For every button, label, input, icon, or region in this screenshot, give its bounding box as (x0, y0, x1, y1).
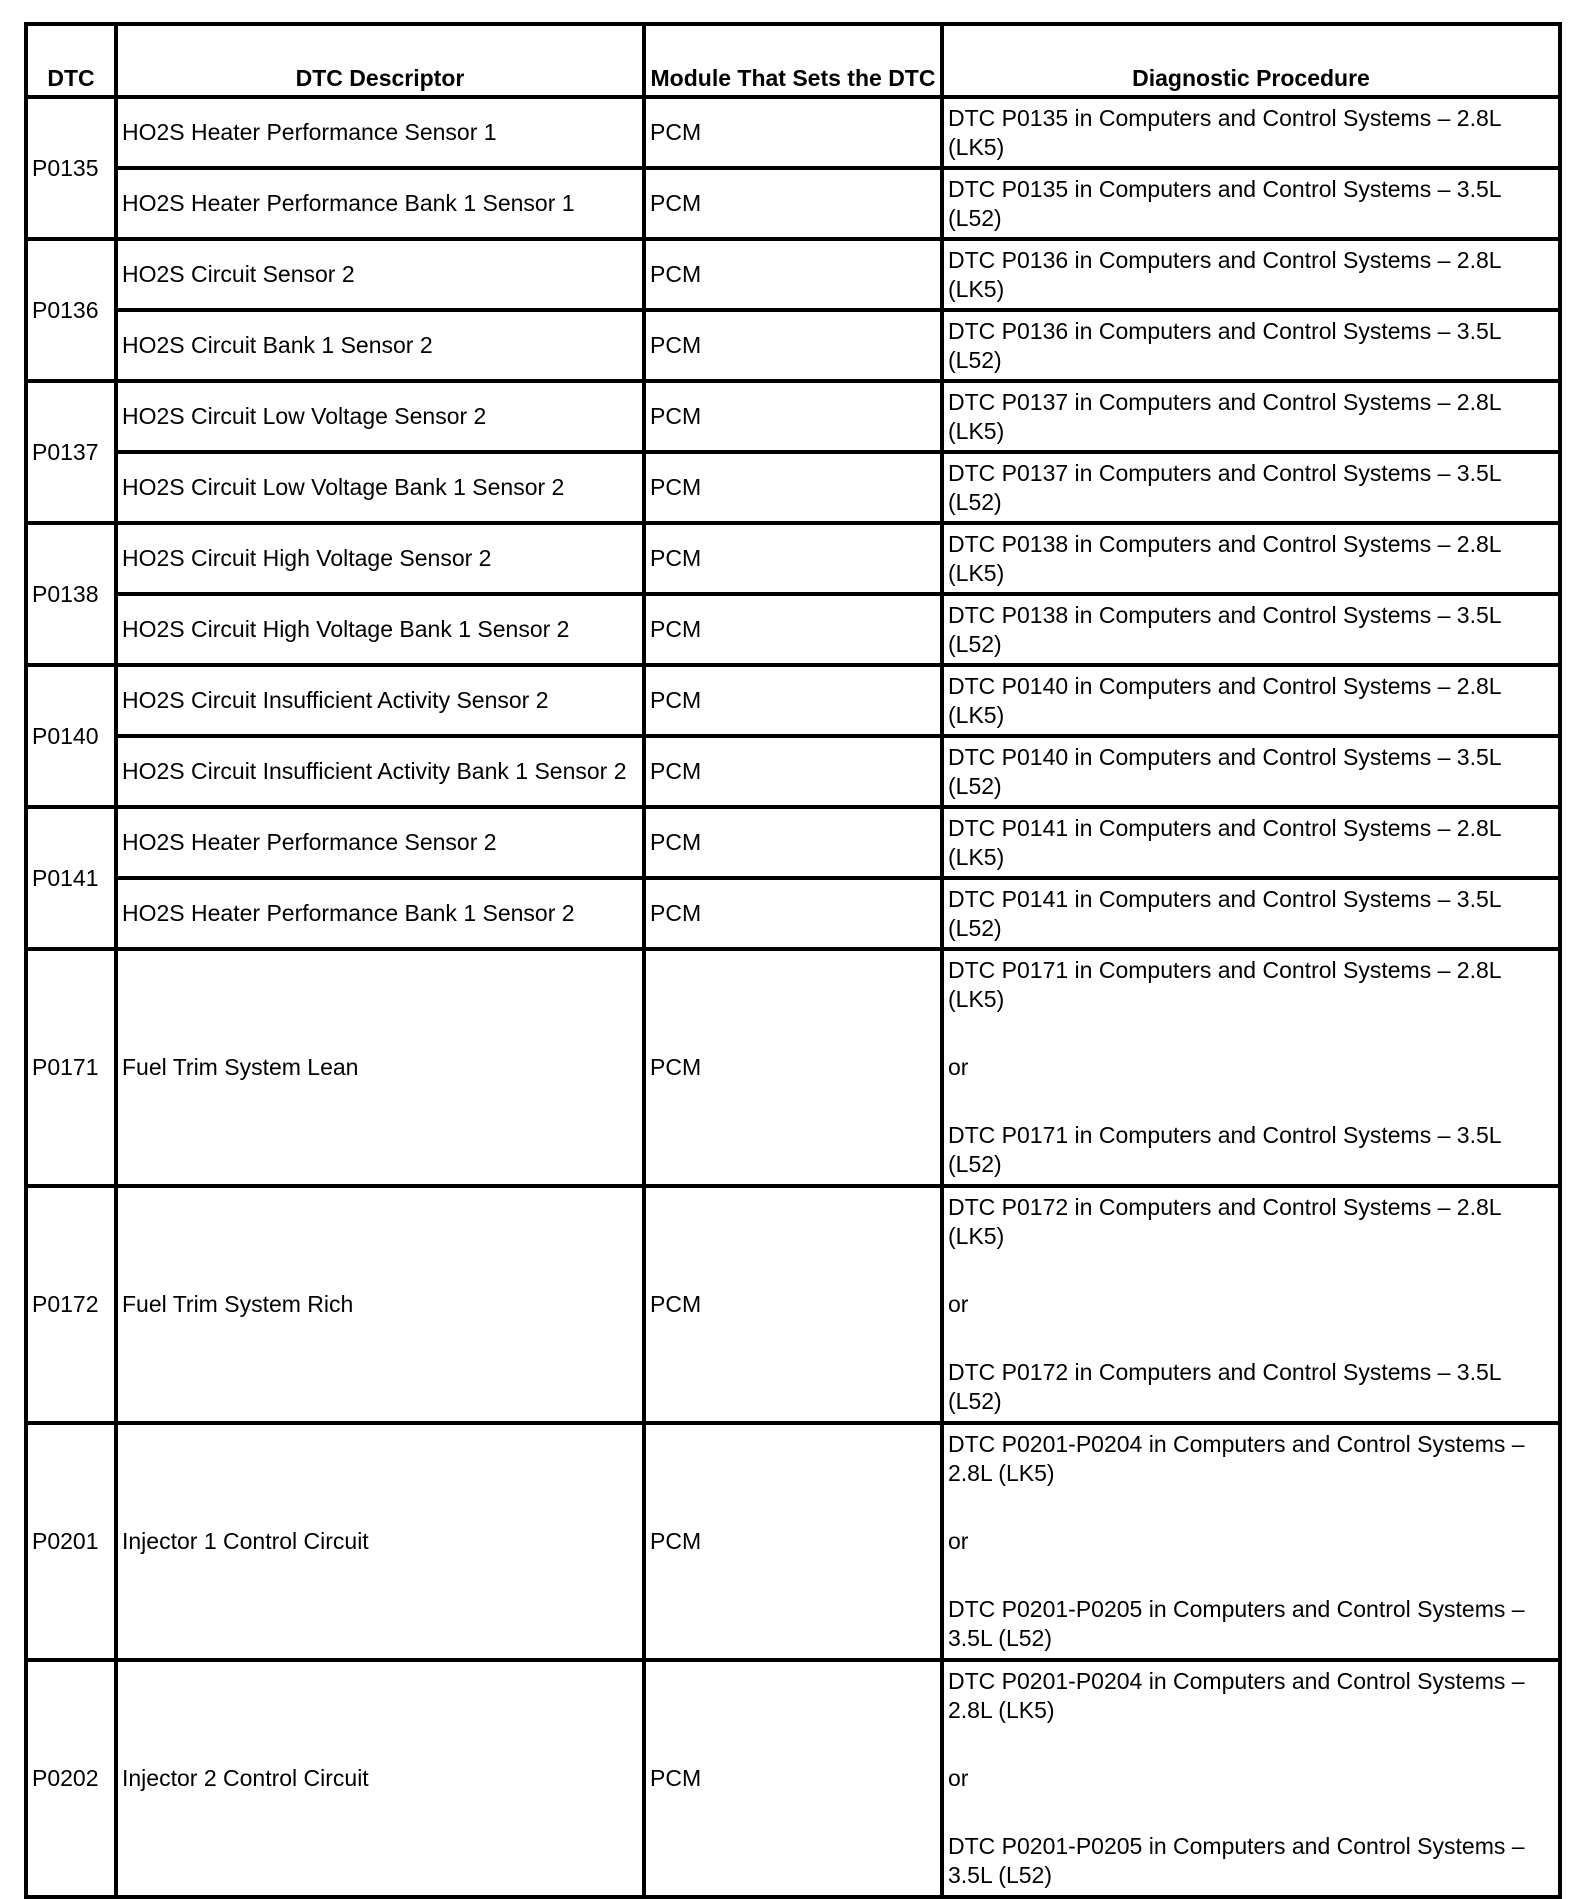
dtc-descriptor: HO2S Heater Performance Bank 1 Sensor 1 (116, 168, 644, 239)
dtc-descriptor: HO2S Circuit Bank 1 Sensor 2 (116, 310, 644, 381)
dtc-code: P0136 (26, 239, 116, 381)
dtc-code: P0171 (26, 949, 116, 1186)
dtc-descriptor: Injector 2 Control Circuit (116, 1660, 644, 1897)
procedure-option-b: DTC P0172 in Computers and Control Systems – 3.5L (L52) (948, 1359, 1501, 1414)
dtc-code: P0141 (26, 807, 116, 949)
dtc-descriptor: Injector 1 Control Circuit (116, 1423, 644, 1660)
dtc-descriptor: Fuel Trim System Rich (116, 1186, 644, 1423)
procedure-or: or (948, 1765, 969, 1791)
table-row (26, 949, 1560, 1186)
diagnostic-procedure: DTC P0137 in Computers and Control Systems – 3.5L (L52) (942, 452, 1560, 523)
dtc-descriptor: HO2S Circuit High Voltage Sensor 2 (116, 523, 644, 594)
table-row (26, 310, 1560, 381)
module-name: PCM (644, 452, 942, 523)
diagnostic-procedure: DTC P0135 in Computers and Control Systems – 2.8L (LK5) (942, 97, 1560, 168)
module-name: PCM (644, 736, 942, 807)
module-name: PCM (644, 168, 942, 239)
module-name: PCM (644, 239, 942, 310)
table-row (26, 594, 1560, 665)
table-row (26, 665, 1560, 736)
diagnostic-procedure (942, 1423, 1560, 1660)
procedure-or: or (948, 1054, 969, 1080)
table-row (26, 239, 1560, 310)
module-name: PCM (644, 97, 942, 168)
diagnostic-procedure: DTC P0141 in Computers and Control Systems – 3.5L (L52) (942, 878, 1560, 949)
module-name: PCM (644, 1660, 942, 1897)
diagnostic-procedure: DTC P0140 in Computers and Control Systems – 3.5L (L52) (942, 736, 1560, 807)
module-name: PCM (644, 665, 942, 736)
diagnostic-procedure: DTC P0140 in Computers and Control Systems – 2.8L (LK5) (942, 665, 1560, 736)
diagnostic-procedure: DTC P0135 in Computers and Control Systems – 3.5L (L52) (942, 168, 1560, 239)
dtc-code: P0138 (26, 523, 116, 665)
module-name: PCM (644, 381, 942, 452)
table-row (26, 736, 1560, 807)
procedure-option-b: DTC P0201-P0205 in Computers and Control Systems – 3.5L (L52) (948, 1596, 1525, 1651)
dtc-descriptor: Fuel Trim System Lean (116, 949, 644, 1186)
table-row (26, 1660, 1560, 1897)
procedure-option-a: DTC P0171 in Computers and Control Systems – 2.8L (LK5) (948, 957, 1501, 1012)
dtc-descriptor: HO2S Circuit Low Voltage Sensor 2 (116, 381, 644, 452)
dtc-code: P0137 (26, 381, 116, 523)
table-row (26, 168, 1560, 239)
dtc-descriptor: HO2S Circuit Insufficient Activity Bank 1 Sensor 2 (116, 736, 644, 807)
procedure-option-a: DTC P0172 in Computers and Control Systems – 2.8L (LK5) (948, 1194, 1501, 1249)
dtc-code: P0202 (26, 1660, 116, 1897)
procedure-option-b: DTC P0171 in Computers and Control Systems – 3.5L (L52) (948, 1122, 1501, 1177)
dtc-descriptor: HO2S Circuit Sensor 2 (116, 239, 644, 310)
procedure-option-b: DTC P0201-P0205 in Computers and Control Systems – 3.5L (L52) (948, 1833, 1525, 1888)
module-name: PCM (644, 594, 942, 665)
table-body (26, 97, 1560, 1897)
diagnostic-procedure: DTC P0138 in Computers and Control Systems – 3.5L (L52) (942, 594, 1560, 665)
table-row (26, 878, 1560, 949)
module-name: PCM (644, 310, 942, 381)
diagnostic-procedure: DTC P0138 in Computers and Control Systems – 2.8L (LK5) (942, 523, 1560, 594)
dtc-code: P0172 (26, 1186, 116, 1423)
header-dtc: DTC (26, 24, 116, 97)
header-procedure: Diagnostic Procedure (942, 24, 1560, 97)
table-row (26, 1186, 1560, 1423)
table-row (26, 807, 1560, 878)
dtc-descriptor: HO2S Heater Performance Bank 1 Sensor 2 (116, 878, 644, 949)
dtc-code: P0135 (26, 97, 116, 239)
table-row (26, 97, 1560, 168)
module-name: PCM (644, 1423, 942, 1660)
diagnostic-procedure: DTC P0136 in Computers and Control Systems – 3.5L (L52) (942, 310, 1560, 381)
table-row (26, 381, 1560, 452)
header-module: Module That Sets the DTC (644, 24, 942, 97)
module-name: PCM (644, 949, 942, 1186)
dtc-descriptor: HO2S Circuit Insufficient Activity Sensor 2 (116, 665, 644, 736)
dtc-descriptor: HO2S Heater Performance Sensor 1 (116, 97, 644, 168)
diagnostic-procedure: DTC P0136 in Computers and Control Systems – 2.8L (LK5) (942, 239, 1560, 310)
dtc-code: P0140 (26, 665, 116, 807)
diagnostic-procedure (942, 1660, 1560, 1897)
diagnostic-procedure (942, 1186, 1560, 1423)
dtc-table (24, 22, 1562, 1899)
diagnostic-procedure (942, 949, 1560, 1186)
procedure-option-a: DTC P0201-P0204 in Computers and Control Systems – 2.8L (LK5) (948, 1668, 1525, 1723)
diagnostic-procedure: DTC P0137 in Computers and Control Systems – 2.8L (LK5) (942, 381, 1560, 452)
dtc-descriptor: HO2S Circuit Low Voltage Bank 1 Sensor 2 (116, 452, 644, 523)
table-header-row (26, 24, 1560, 97)
header-descriptor: DTC Descriptor (116, 24, 644, 97)
dtc-code: P0201 (26, 1423, 116, 1660)
table-row (26, 523, 1560, 594)
procedure-or: or (948, 1528, 969, 1554)
procedure-or: or (948, 1291, 969, 1317)
document-page (24, 22, 1558, 1886)
module-name: PCM (644, 1186, 942, 1423)
procedure-option-a: DTC P0201-P0204 in Computers and Control Systems – 2.8L (LK5) (948, 1431, 1525, 1486)
module-name: PCM (644, 807, 942, 878)
diagnostic-procedure: DTC P0141 in Computers and Control Systems – 2.8L (LK5) (942, 807, 1560, 878)
dtc-descriptor: HO2S Heater Performance Sensor 2 (116, 807, 644, 878)
module-name: PCM (644, 878, 942, 949)
module-name: PCM (644, 523, 942, 594)
table-row (26, 452, 1560, 523)
dtc-descriptor: HO2S Circuit High Voltage Bank 1 Sensor 2 (116, 594, 644, 665)
table-row (26, 1423, 1560, 1660)
